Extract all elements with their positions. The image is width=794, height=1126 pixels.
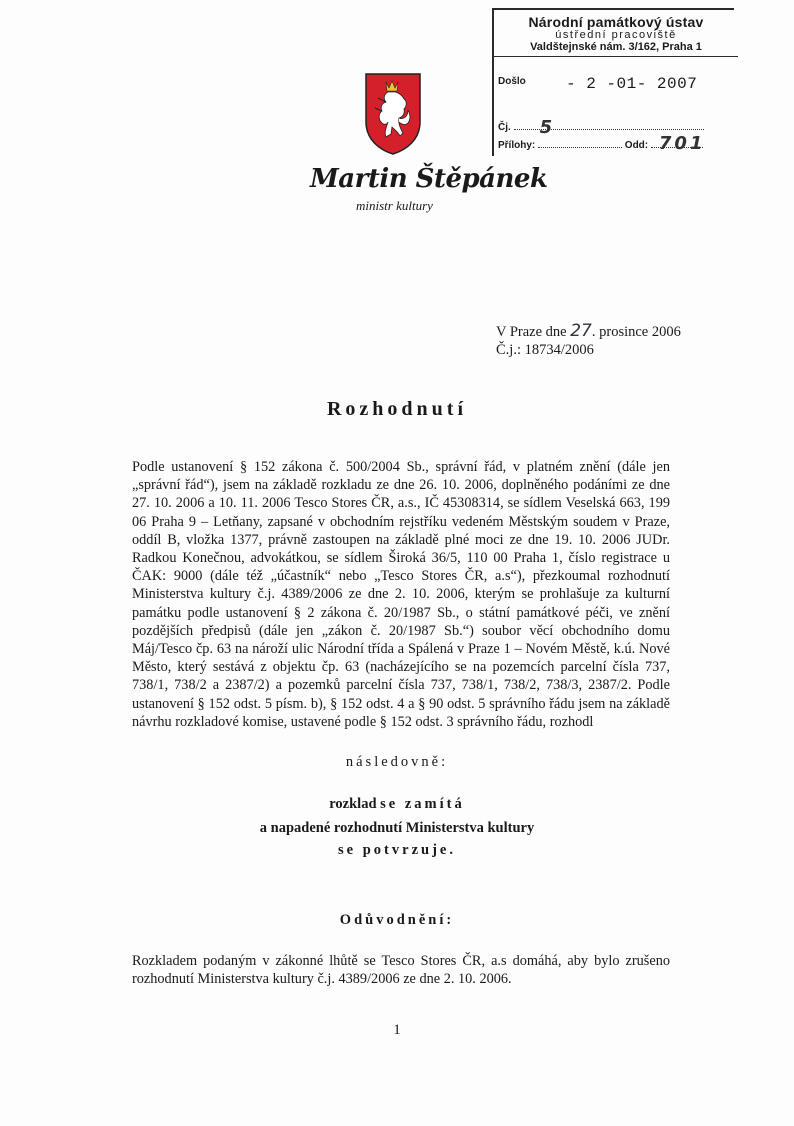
minister-signature-name: Martin Štěpánek (310, 164, 548, 194)
decision-paragraph: Podle ustanovení § 152 zákona č. 500/2004 Sb., správní řád, v platném znění (dále jen „správní řád“), jsem na základě rozkladu ze dne 26. 10. 2006, doplněného podáními ze dne 27. 10. 2006 a 10. 11. 2006 Tesco Stores ČR, a.s., IČ 45308314, se sídlem Veselská 663, 199 06 Praha 9 – Letňany, zapsané v obchodním rejstříku vedeném Městským soudem v Praze, oddíl B, vložka 1377, právně zastoupen na základě plné moci ze dne 19. 10. 2006 JUDr. Radkou Konečnou, advokátkou, se sídlem Široká 36/5, 110 00 Praha 1, číslo registrace u ČAK: 9000 (dále též „účastník“ nebo „Tesco Stores ČR, a.s“), přezkoumal rozhodnutí Ministerstva kultury č.j. 4389/2006 ze dne 2. 10. 2006, kterým se prohlašuje za kulturní památku podle ustanovení § 2 zákona č. 20/1987 Sb., o státní památkové péči, ve znění pozdějších předpisů (dále jen „zákon č. 20/1987 Sb.“) soubor věcí obchodního domu Máj/Tesco čp. 63 na nároží ulic Národní třída a Spálená v Praze 1 – Novém Městě, k.ú. Nové Město, který sestává z objektu čp. 63 (nacházejícího se na pozemcích parcelní čísla 737, 738/1, 738/2 a 2387/2) a pozemků parcelní čísla 737, 738/1, 738/2, 738/3, 2387/2. Podle ustanovení § 152 odst. 5 písm. b), § 152 odst. 4 a § 90 odst. 5 správního řádu jsem na základě návrhu rozkladové komise, ustavené podle § 152 odst. 3 správního řádu, rozhodl (132, 459, 670, 730)
place-and-date (496, 322, 681, 359)
verdict-line-3: se potvrzuje. (338, 842, 456, 858)
stamp-attachments-label: Přílohy: (498, 140, 536, 151)
stamp-received-label: Došlo (498, 76, 526, 87)
stamp-address: Valdštejnské nám. 3/162, Praha 1 (494, 41, 738, 57)
stamp-reference-value: 5 (539, 117, 553, 138)
reasoning-text: Rozkladem podaným v zákonné lhůtě se Tesco Stores ČR, a.s domáhá, aby bylo zrušeno rozhodnutí Ministerstva kultury č.j. 4389/2006 ze dne 2. 10. 2006. (132, 953, 670, 988)
verdict-line-2: a napadené rozhodnutí Ministerstva kultury (259, 820, 535, 836)
decision-body (132, 458, 670, 731)
czech-lion-emblem-icon (364, 72, 422, 156)
stamp-subtitle: ústřední pracoviště (555, 29, 677, 41)
stamp-received-date: - 2 -01- 2007 (566, 75, 698, 93)
date-line (496, 322, 681, 341)
date-day: 27 (570, 321, 592, 341)
document-title: Rozhodnutí (326, 398, 468, 420)
stamp-reference-row (498, 117, 704, 138)
minister-signature-role: ministr kultury (356, 198, 433, 213)
verdict-line-1 (0, 796, 794, 813)
stamp-department-label: Odd: (624, 140, 649, 151)
stamp-reference-label: Čj. (498, 122, 511, 133)
reasoning-heading: Odůvodnění: (339, 912, 455, 928)
verdict-rozklad: rozklad (329, 796, 377, 812)
stamp-attachments-row (498, 133, 706, 154)
as-follows: následovně: (345, 754, 449, 770)
verdict-zamita: se zamítá (380, 796, 465, 812)
document-reference: Č.j.: 18734/2006 (496, 342, 594, 358)
date-prefix: V Praze dne (496, 324, 567, 340)
receipt-stamp (492, 8, 734, 156)
date-suffix: . prosince 2006 (591, 324, 681, 340)
stamp-title: Národní památkový ústav (528, 14, 704, 30)
page-number: 1 (393, 1022, 401, 1038)
stamp-department-value: 701 (658, 133, 706, 154)
